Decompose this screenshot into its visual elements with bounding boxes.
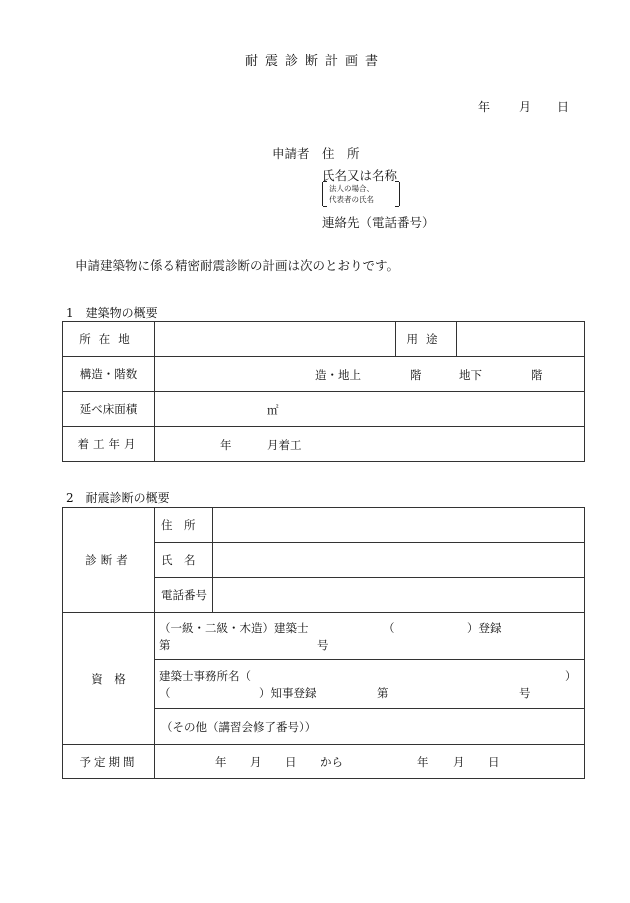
qual-row1-grade: （一級・二級・木造）建築士 [159,621,309,635]
intro-text: 申請建築物に係る精密耐震診断の計画は次のとおりです。 [75,258,400,273]
section1-heading: 1 建築物の概要 [66,306,158,320]
start-month: 月着工 [267,438,302,452]
applicant-name-label: 氏名又は名称 [322,168,398,183]
document-title: 耐震診断計画書 [244,54,385,69]
basement-floors-label: 階 [531,368,543,382]
qual-row2-governor: ）知事登録 [259,686,317,700]
location-field[interactable] [155,322,396,357]
diagnoser-address-field[interactable] [213,508,585,543]
qualification-office-row[interactable] [155,660,585,709]
qual-row1-paren-open: （ [383,621,395,635]
applicant-contact-label: 連絡先（電話番号） [322,215,435,230]
diagnoser-label: 診断者 [63,508,155,613]
bracket-line-1: 法人の場合、 [329,184,374,193]
period-field[interactable] [155,745,585,779]
qual-row2-paren-close: ） [565,669,577,683]
building-overview-table [62,321,585,462]
area-unit: ㎡ [267,403,279,417]
qualification-label: 資 格 [63,613,155,745]
date-month: 月 [519,100,532,114]
structure-label: 構造・階数 [63,357,155,392]
section2-heading: 2 耐震診断の概要 [66,491,170,505]
qual-row1-number-prefix: 第 [159,638,171,652]
qualification-other-row[interactable] [155,709,585,745]
diagnoser-phone-field[interactable] [213,578,585,613]
applicant-address-label: 住 所 [322,146,360,161]
applicant-label: 申請者 [272,146,310,161]
date-year: 年 [478,100,491,114]
start-year: 年 [220,438,232,452]
qual-row2-office-name: 建築士事務所名（ [159,669,251,683]
qual-row2-paren-open: （ [159,686,171,700]
qual-row1-number-suffix: 号 [317,638,329,652]
use-label: 用途 [396,322,457,357]
diagnoser-phone-label: 電話番号 [155,578,213,613]
use-field[interactable] [457,322,585,357]
diagnoser-name-field[interactable] [213,543,585,578]
period-start-day: 日 [285,755,297,769]
location-label: 所在地 [63,322,155,357]
structure-field[interactable] [155,357,585,392]
date-day: 日 [557,100,570,114]
period-start-year: 年 [215,755,227,769]
bracket-line-2: 代表者の氏名 [329,195,374,204]
area-field[interactable] [155,392,585,427]
period-start-month: 月 [250,755,262,769]
area-label: 延べ床面積 [63,392,155,427]
basement-label: 地下 [459,368,482,382]
qual-row2-number-prefix: 第 [377,686,389,700]
diagnosis-overview-table [62,507,585,779]
representative-bracket [322,182,400,206]
qualification-architect-row[interactable] [155,613,585,660]
period-from: から [320,755,343,769]
period-end-year: 年 [417,755,429,769]
qual-row2-number-suffix: 号 [519,686,531,700]
floors-label: 階 [410,368,422,382]
qual-row3-other: （その他（講習会修了番号）） [161,719,317,734]
start-field[interactable] [155,427,585,462]
qual-row1-registered: ）登録 [467,621,502,635]
period-label: 予定期間 [63,745,155,779]
start-label: 着工年月 [63,427,155,462]
period-end-day: 日 [488,755,500,769]
structure-text: 造・地上 [315,368,361,382]
diagnoser-address-label: 住 所 [155,508,213,543]
diagnoser-name-label: 氏 名 [155,543,213,578]
period-end-month: 月 [453,755,465,769]
